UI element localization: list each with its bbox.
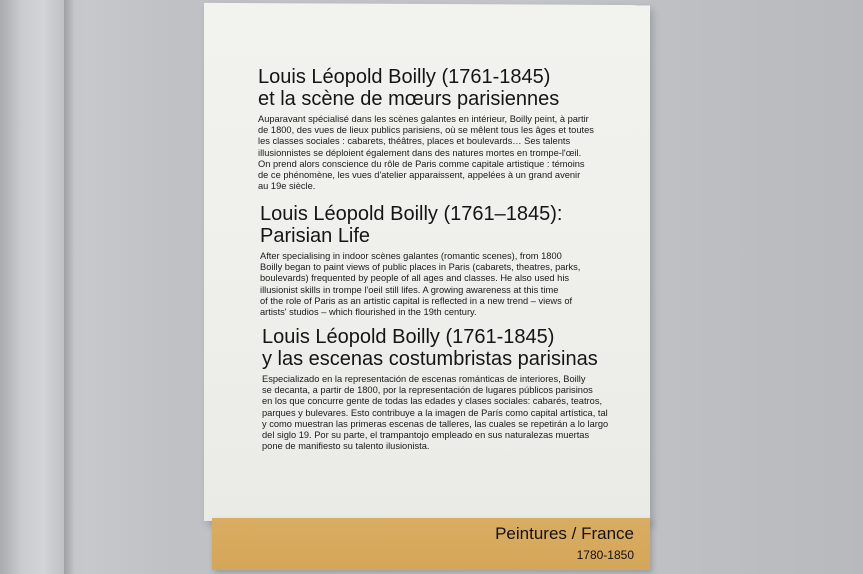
body-line: Boilly began to paint views of public places in Paris (cabarets, theatres, parks, [260,262,581,273]
body-line: pone de manifiesto su talento ilusionista. [262,441,430,452]
title-line: et la scène de mœurs parisiennes [258,88,560,110]
section-title [262,326,642,370]
body-line: se decanta, a partir de 1800, por la representación de lugares públicos parisinos [262,385,593,396]
body-line: de ce phénomène, les vues d'atelier apparaissent, appelées à un grand avenir [258,170,581,181]
body-line: illusionist skills in trompe l'oeil still lifes. A growing awareness at this time [260,284,559,295]
category-band [212,518,650,570]
category-dates: 1780-1850 [576,548,634,562]
title-line: Louis Léopold Boilly (1761-1845) [262,326,555,348]
body-line: y como muestran las primeras escenas de talleres, las cuales se repetirán a lo largo [262,418,609,429]
body-line: Especializado en la representación de escenas románticas de interiores, Boilly [262,374,586,384]
body-line: artists' studios – which flourished in the 19th century. [260,307,477,318]
category-title: Peintures / France [495,524,634,543]
title-line: y las escenas costumbristas parisinas [262,348,598,370]
body-line: en los que concurre gente de todas las edades y clases sociales: cabarés, teatros, [262,396,603,407]
section-spanish [262,326,642,452]
section-french [258,66,638,192]
body-line: of the role of Paris as an artistic capital is reflected in a new trend – views of [260,295,573,306]
body-line: On prend alors conscience du rôle de Paris comme capitale artistique : témoins [258,158,585,169]
title-line: Louis Léopold Boilly (1761–1845): [260,203,563,225]
section-body [260,251,640,318]
section-title [258,66,638,110]
body-line: les classes sociales : cabarets, théâtres, places et boulevards… Ses talents [258,136,571,147]
wall-molding [0,0,72,574]
title-line: Louis Léopold Boilly (1761-1845) [258,66,551,88]
title-line: Parisian Life [260,225,371,247]
section-title [260,203,640,247]
body-line: de 1800, des vues de lieux publics parisiens, où se mêlent tous les âges et toutes [258,125,594,136]
section-body [258,114,638,192]
body-line: parques y bulevares. Esto contribuye a la imagen de París como capital artística, tal [262,407,608,418]
body-line: au 19e siècle. [258,181,316,192]
body-line: Auparavant spécialisé dans les scènes galantes en intérieur, Boilly peint, à partir [258,114,589,124]
section-english [260,203,640,318]
section-body [262,374,642,452]
body-line: illusionnistes se déploient également dans des natures mortes en trompe-l'œil. [258,147,582,158]
body-line: boulevards) frequented by people of all ages and classes. He also used his [260,273,570,284]
wall-molding-edge [64,0,74,574]
body-line: del siglo 19. Por su parte, el trampantojo empleado en sus naturalezas muertas [262,430,590,441]
body-line: After specialising in indoor scènes galantes (romantic scenes), from 1800 [260,251,562,261]
